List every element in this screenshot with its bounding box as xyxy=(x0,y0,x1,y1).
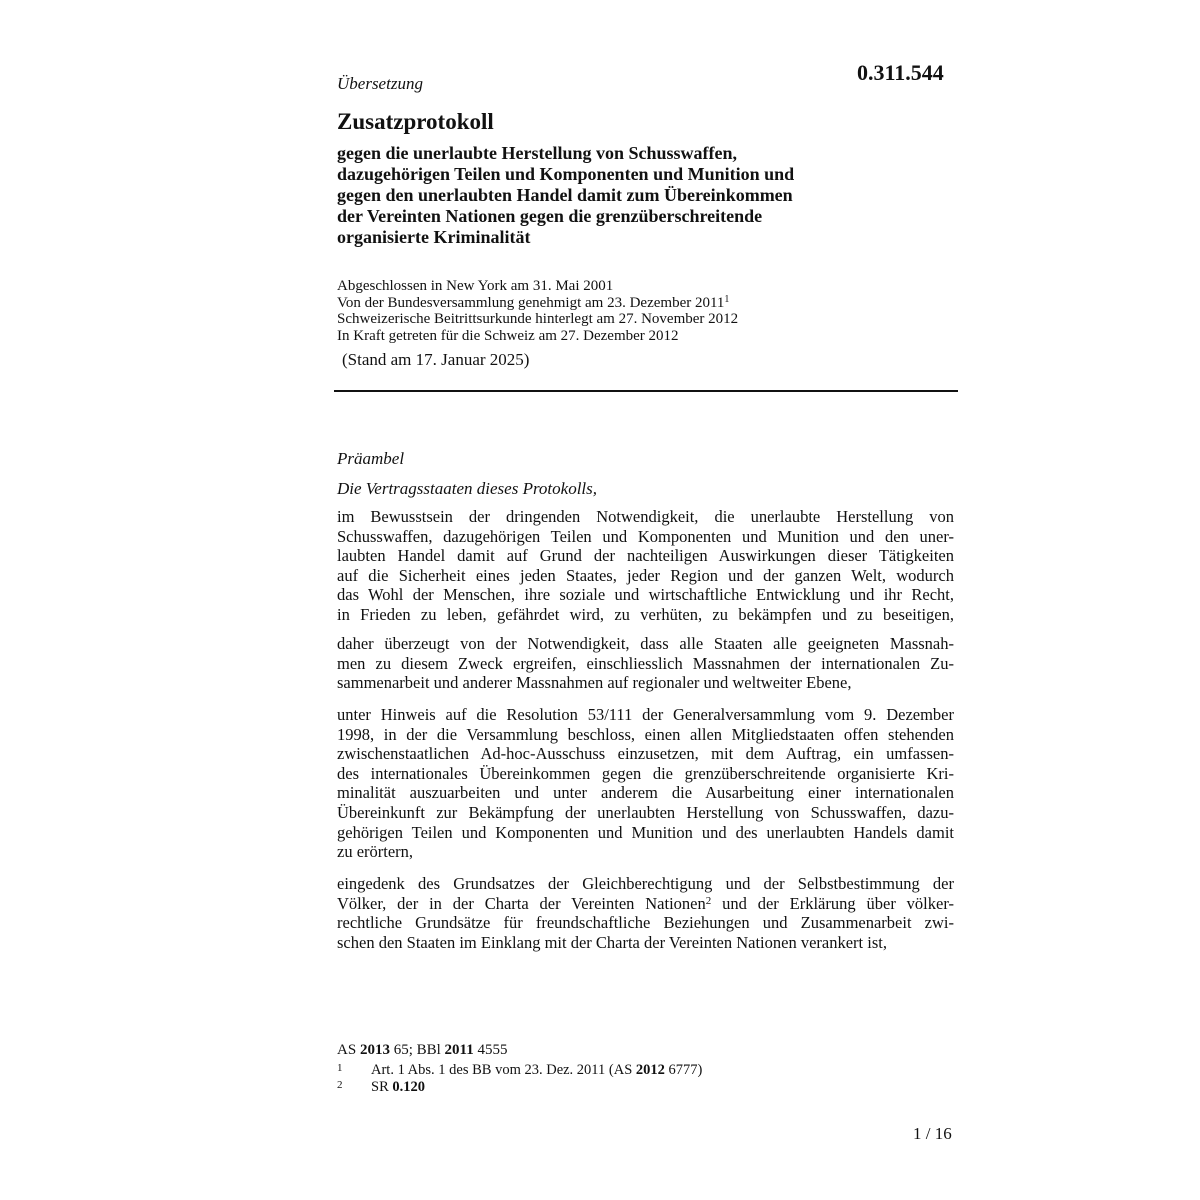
text-line: eingedenk des Grundsatzes der Gleichberechtigung und der Selbstbestimmung der xyxy=(337,874,954,893)
text-line: unter Hinweis auf die Resolution 53/111 der Generalversammlung vom 9. Dezember xyxy=(337,705,954,724)
text-line: gehörigen Teilen und Komponenten und Munition und des unerlaubten Handels damit xyxy=(337,822,954,842)
footer-source-reference xyxy=(337,1042,507,1059)
footnote-2 xyxy=(337,1079,425,1096)
preamble-paragraph-3 xyxy=(337,705,954,862)
footnote-number: 1 xyxy=(337,1062,343,1074)
text-line: zwischenstaatlichen Ad-hoc-Ausschuss einzusetzen, mit dem Auftrag, ein umfassen- xyxy=(337,744,954,764)
subtitle-line: gegen die unerlaubte Herstellung von Schusswaffen, xyxy=(337,143,738,163)
subtitle-line: der Vereinten Nationen gegen die grenzüberschreitende xyxy=(337,206,763,226)
text-line: rechtliche Grundsätze für freundschaftliche Beziehungen und Zusammenarbeit zwi- xyxy=(337,913,954,933)
as-year: 2013 xyxy=(359,1042,390,1058)
footnote-text: SR xyxy=(371,1079,393,1095)
text-line: Schusswaffen, dazugehörigen Teilen und Komponenten und Munition und den uner- xyxy=(337,526,954,546)
deposited-date: Schweizerische Beitrittsurkunde hinterlegt am 27. November 2012 xyxy=(337,311,739,327)
text-line: auf die Sicherheit eines jeden Staates, jeder Region und der ganzen Welt, wodurch xyxy=(337,565,954,585)
footnote-1 xyxy=(337,1062,702,1079)
document-subtitle xyxy=(337,143,877,248)
text-line: 1998, in der die Versammlung beschloss, einen allen Mitgliedstaaten offen stehenden xyxy=(337,724,954,744)
document-title: Zusatzprotokoll xyxy=(337,109,494,134)
subtitle-line: gegen den unerlaubten Handel damit zum Übereinkommen xyxy=(337,185,793,205)
text-segment: Völker, der in der Charta der Vereinten Nationen xyxy=(337,893,706,913)
text-line: laubten Handel damit auf Grund der nachteiligen Auswirkungen dieser Tätigkeiten xyxy=(337,546,954,566)
sr-number: 0.311.544 xyxy=(857,60,944,85)
as-mid: 65; BBl xyxy=(389,1042,445,1058)
in-force-date: In Kraft getreten für die Schweiz am 27. Dezember 2012 xyxy=(337,327,679,344)
text-line xyxy=(337,894,954,914)
footnote-ref-2[interactable]: 2 xyxy=(705,894,712,907)
preamble-paragraph-1 xyxy=(337,507,954,625)
preamble-parties: Die Vertragsstaaten dieses Protokolls, xyxy=(337,479,598,498)
text-line: des internationales Übereinkommen gegen die grenzüberschreitende organisierte Kri- xyxy=(337,763,954,783)
approved-date xyxy=(337,295,738,312)
approved-text: Von der Bundesversammlung genehmigt am 23. Dezember 2011 xyxy=(337,294,725,311)
footnote-number: 2 xyxy=(337,1079,343,1091)
footnote-sr-number: 0.120 xyxy=(392,1079,425,1095)
text-line: im Bewusstsein der dringenden Notwendigkeit, die unerlaubte Herstellung von xyxy=(337,507,954,526)
preamble-heading: Präambel xyxy=(337,449,405,468)
text-line: daher überzeugt von der Notwendigkeit, dass alle Staaten alle geeigneten Massnah- xyxy=(337,634,954,653)
as-prefix: AS xyxy=(337,1042,360,1058)
page-number: 1 / 16 xyxy=(913,1124,952,1143)
text-line: das Wohl der Menschen, ihre soziale und wirtschaftliche Entwicklung und ihr Recht, xyxy=(337,585,954,605)
text-line: sammenarbeit und anderer Massnahmen auf regionaler und weltweiter Ebene, xyxy=(337,673,852,693)
text-line: in Frieden zu leben, gefährdet wird, zu verhüten, zu bekämpfen und zu beseitigen, xyxy=(337,604,954,624)
translation-label: Übersetzung xyxy=(337,74,423,93)
bbl-year: 2011 xyxy=(444,1042,474,1058)
footnote-year: 2012 xyxy=(635,1062,665,1078)
footnote-ref-1[interactable]: 1 xyxy=(724,293,730,305)
footnote-text: Art. 1 Abs. 1 des BB vom 23. Dez. 2011 (AS xyxy=(371,1062,636,1078)
text-line: Übereinkunft zur Bekämpfung der unerlaubten Herstellung von Schusswaffen, dazu- xyxy=(337,802,954,822)
document-metadata xyxy=(337,278,738,344)
bbl-page: 4555 xyxy=(473,1042,508,1058)
subtitle-line: dazugehörigen Teilen und Komponenten und Munition und xyxy=(337,164,795,184)
concluded-date: Abgeschlossen in New York am 31. Mai 2001 xyxy=(337,278,614,294)
text-line: schen den Staaten im Einklang mit der Charta der Vereinten Nationen verankert ist, xyxy=(337,932,887,952)
preamble-paragraph-2 xyxy=(337,634,954,693)
text-line: men zu diesem Zweck ergreifen, einschliesslich Massnahmen der internationalen Zu- xyxy=(337,653,954,673)
text-line: zu erörtern, xyxy=(337,842,414,862)
text-line: minalität auszuarbeiten und unter anderem die Ausarbeitung einer internationalen xyxy=(337,783,954,803)
subtitle-line: organisierte Kriminalität xyxy=(337,227,531,247)
text-segment: und der Erklärung über völker- xyxy=(711,893,954,913)
status-date: (Stand am 17. Januar 2025) xyxy=(342,350,530,369)
preamble-paragraph-4 xyxy=(337,874,954,952)
footnote-text: 6777) xyxy=(664,1062,703,1078)
header-divider xyxy=(334,390,958,392)
